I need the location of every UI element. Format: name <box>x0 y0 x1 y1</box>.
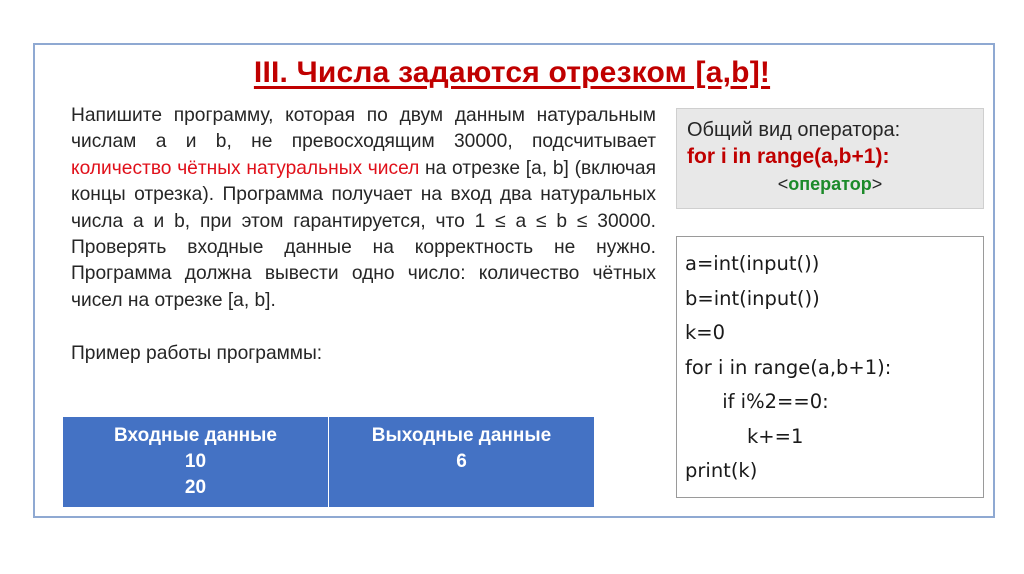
code-line: k=0 <box>685 321 726 344</box>
operator-caption: Общий вид оператора: <box>687 119 901 141</box>
input-header: Входные данные <box>114 425 277 446</box>
code-line: k+=1 <box>685 424 804 448</box>
operator-keyword: оператор <box>788 174 872 194</box>
operator-placeholder <box>687 171 973 197</box>
task-highlight: количество чётных натуральных чисел <box>71 157 420 179</box>
input-column <box>63 417 329 508</box>
code-line: b=int(input()) <box>685 286 820 310</box>
slide-title: III. Числа задаются отрезком [a,b]! <box>253 56 771 89</box>
input-value: 10 <box>184 451 207 472</box>
code-line: for i in range(a,b+1): <box>685 355 892 379</box>
code-line: a=int(input()) <box>685 252 820 275</box>
output-header: Выходные данные <box>371 425 552 446</box>
example-label: Пример работы программы: <box>71 343 323 364</box>
angle-right: > <box>871 174 883 194</box>
task-text <box>71 103 656 314</box>
code-line: if i%2==0: <box>685 390 829 413</box>
code-box <box>676 236 984 498</box>
angle-left: < <box>777 174 789 194</box>
output-value: 6 <box>456 451 467 472</box>
task-text-part2: на отрезке [a, b] (включая концы отрезка). Программа получает на вход два натуральных числа a и b, при этом гарантируется, что 1 ≤ a ≤ b ≤ 30000. Проверять входные данные на корректность не нужно. Программа должна вывести одно число: количество чётных чисел на отрезке [a, b]. <box>71 157 656 311</box>
operator-box <box>676 108 984 209</box>
input-value: 20 <box>184 477 207 498</box>
code-line: print(k) <box>685 459 758 482</box>
output-column <box>329 417 595 508</box>
task-text-part1: Напишите программу, которая по двум данным натуральным числам a и b, не превосходящим 30000, подсчитывает <box>71 105 656 153</box>
operator-syntax: for i in range(a,b+1): <box>687 145 890 168</box>
io-table <box>62 416 595 508</box>
